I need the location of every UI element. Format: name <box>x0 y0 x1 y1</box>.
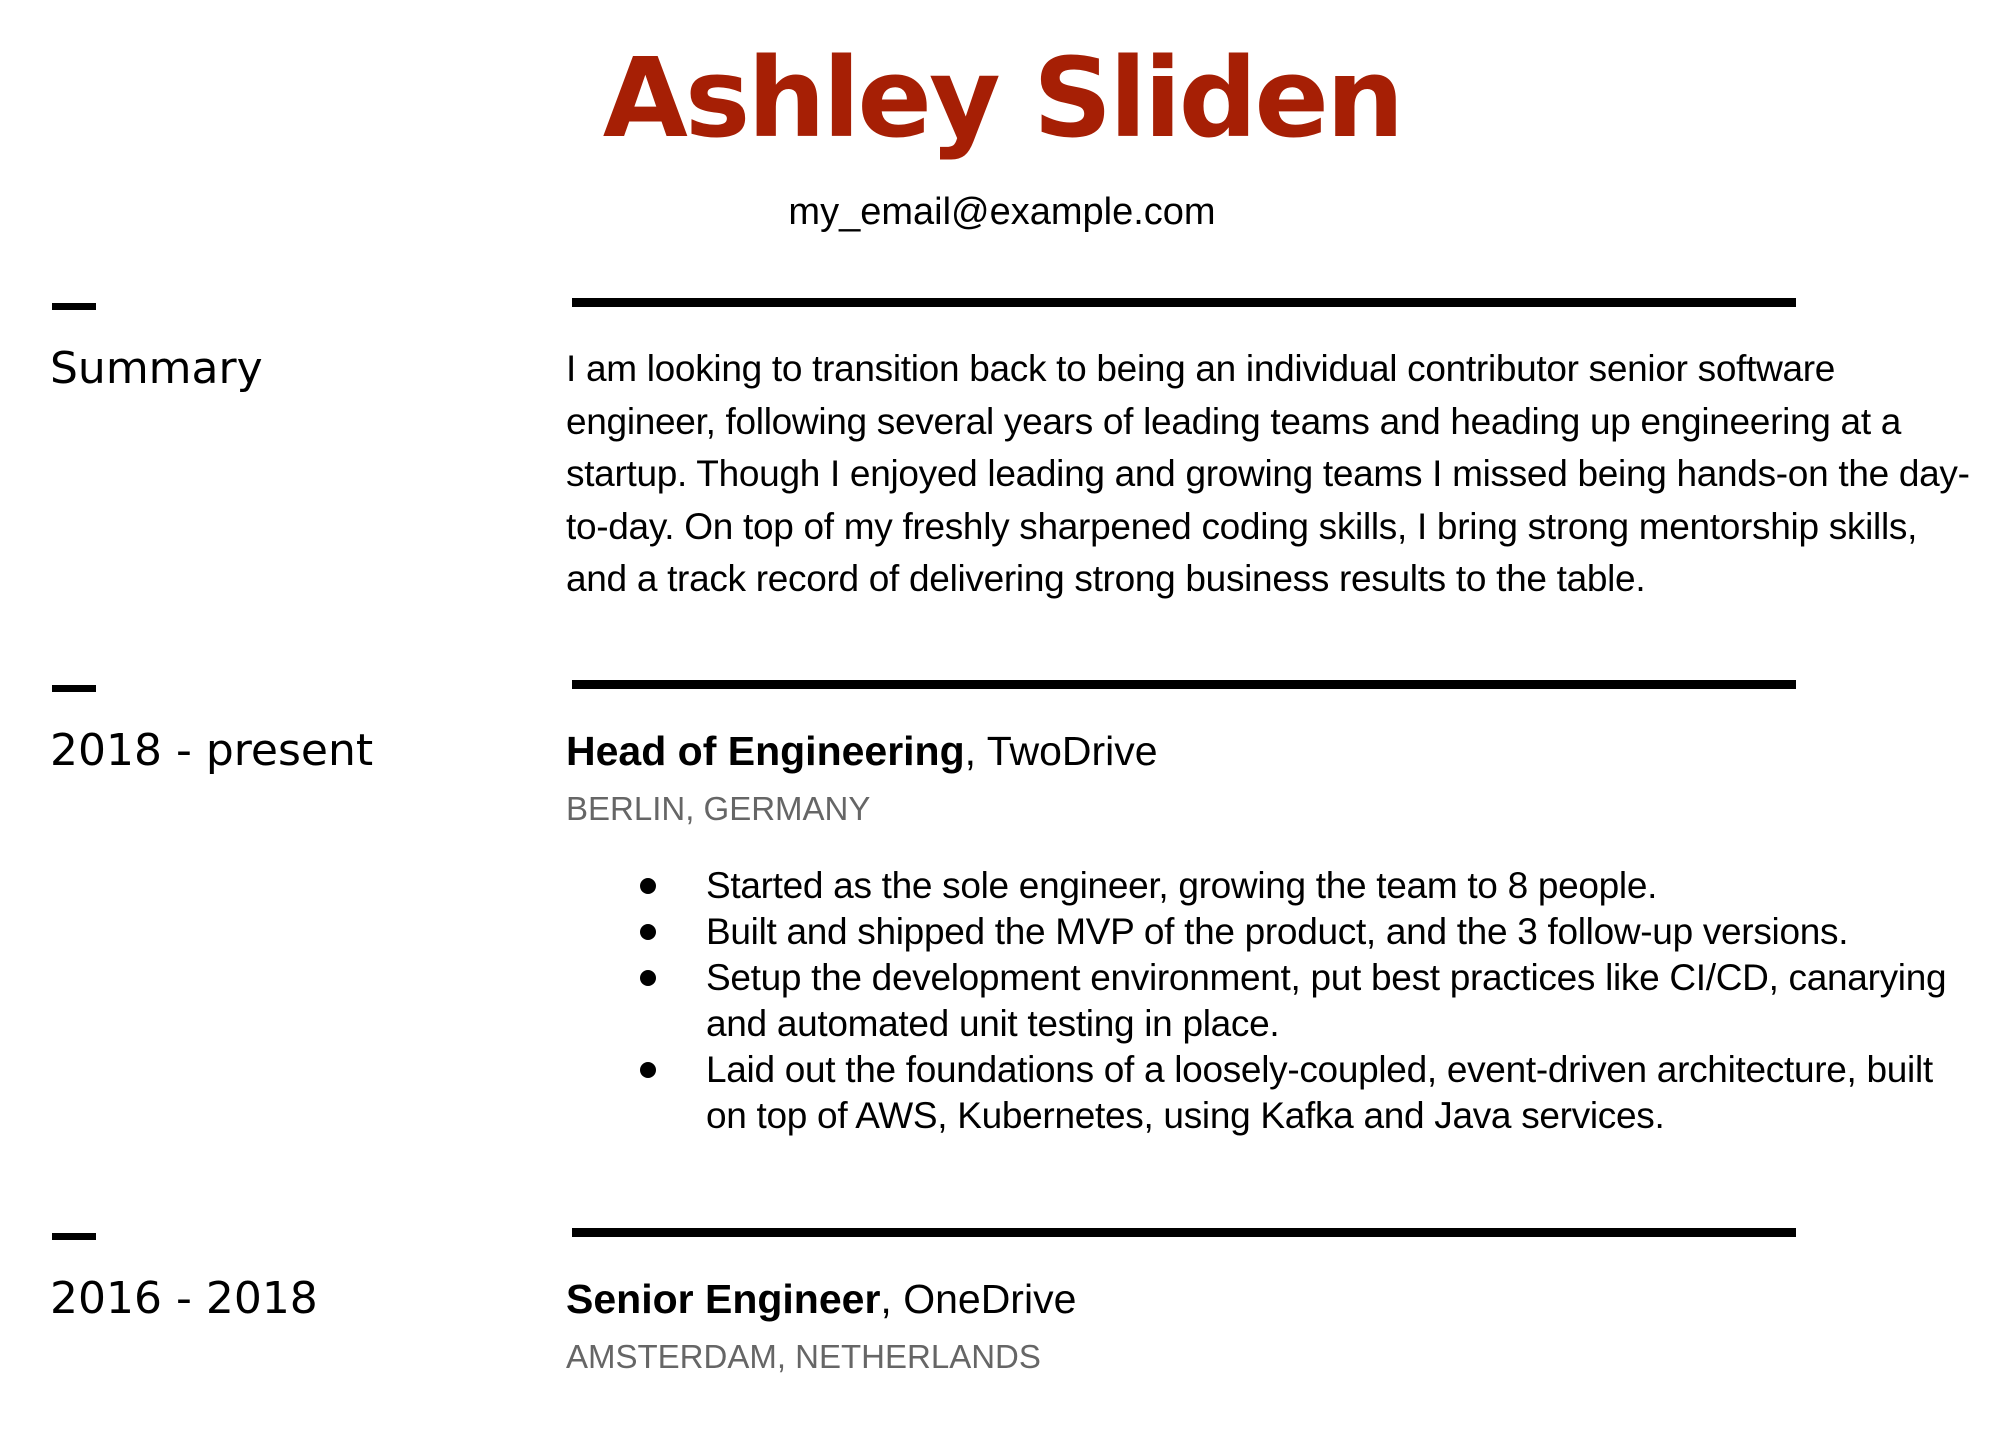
resume-name: Ashley Sliden <box>602 34 1402 162</box>
company-name: , OneDrive <box>880 1276 1077 1322</box>
job-title: Head of Engineering <box>566 728 965 774</box>
contact-email: my_email@example.com <box>788 191 1216 233</box>
section-divider <box>572 298 1796 307</box>
list-item-text: Setup the development environment, put best practices like CI/CD, canarying and automated unit testing in place. <box>706 957 1947 1044</box>
list-item-text: Built and shipped the MVP of the product, and the 3 follow-up versions. <box>706 911 1849 952</box>
list-item-text: Started as the sole engineer, growing the team to 8 people. <box>706 865 1658 906</box>
list-item-text: Laid out the foundations of a loosely-coupled, event-driven architecture, built on top of AWS, Kubernetes, using Kafka and Java services. <box>706 1049 1933 1136</box>
bullet-icon <box>640 878 656 894</box>
bullet-icon <box>640 970 656 986</box>
job-title: Senior Engineer <box>566 1276 881 1322</box>
company-name: , TwoDrive <box>964 728 1158 774</box>
section-dash <box>52 1233 96 1240</box>
section-divider <box>572 680 1796 689</box>
bullet-icon <box>640 924 656 940</box>
section-divider <box>572 1228 1796 1237</box>
date-range: 2018 - present <box>50 725 374 776</box>
job-location: AMSTERDAM, NETHERLANDS <box>566 1338 1041 1375</box>
summary-text: I am looking to transition back to being an individual contributor senior software engineer, following several years of leading teams and heading up engineering at a startup. Though I enjoyed leading and growing teams I missed being hands-on the day-to-day. On top of my freshly sharpened coding skills, I bring strong mentorship skills, and a track record of delivering strong business results to the table. <box>566 348 1970 599</box>
section-dash <box>52 685 96 692</box>
list-item <box>0 955 2004 1047</box>
job-heading <box>566 723 1158 779</box>
list-item <box>0 909 2004 955</box>
summary-label: Summary <box>50 343 263 394</box>
bullet-icon <box>640 1062 656 1078</box>
responsibility-list <box>0 863 2004 1139</box>
job-location: BERLIN, GERMANY <box>566 790 871 827</box>
list-item <box>0 1047 2004 1139</box>
list-item <box>0 863 2004 909</box>
date-range: 2016 - 2018 <box>50 1273 318 1324</box>
section-dash <box>52 303 96 310</box>
job-heading <box>566 1271 1076 1327</box>
